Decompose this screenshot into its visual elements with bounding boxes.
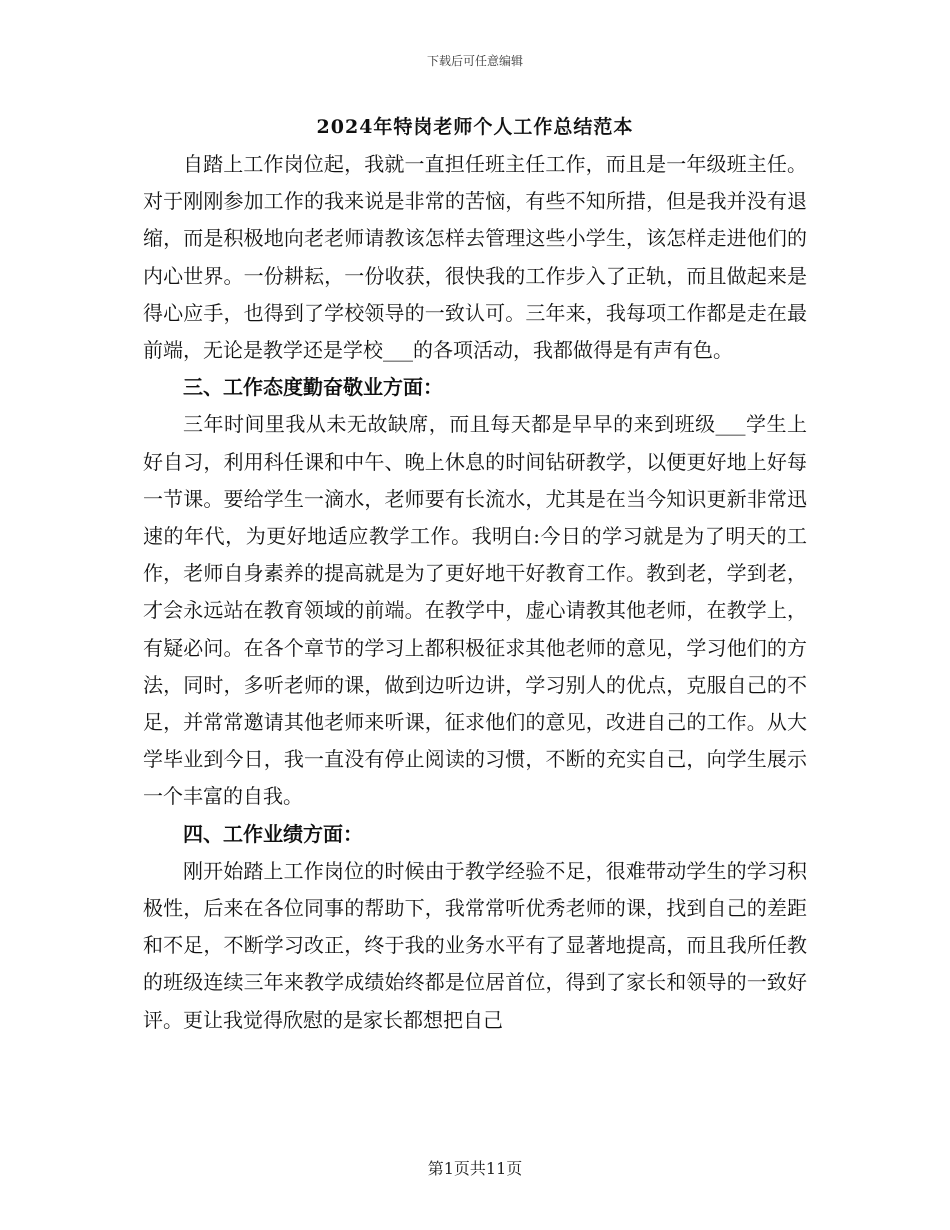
paragraph-work-attitude: 三年时间里我从未无故缺席，而且每天都是早早的来到班级___学生上好自习，利用科任课和中午、晚上休息的时间钻研教学，以便更好地上好每一节课。要给学生一滴水，老师要有长流水，尤其是在当今知识更新非常迅速的年代，为更好地适应教学工作。我明白:今日的学习就是为了明天的工作，老师自身素养的提高就是为了更好地干好教育工作。教到老，学到老，才会永远站在教育领域的前端。在教学中，虚心请教其他老师，在教学上，有疑必问。在各个章节的学习上都积极征求其他老师的意见，学习他们的方法，同时，多听老师的课，做到边听边讲，学习别人的优点，克服自己的不足，并常常邀请其他老师来听课，征求他们的意见，改进自己的工作。从大学毕业到今日，我一直没有停止阅读的习惯，不断的充实自己，向学生展示一个丰富的自我。 (143, 412, 807, 809)
document-title: 2024年特岗老师个人工作总结范本 (316, 116, 634, 138)
section-heading-work-attitude: 三、工作态度勤奋敬业方面： (183, 375, 443, 400)
page-footer: 第1页共11页 (427, 1159, 523, 1178)
section-heading-work-performance: 四、工作业绩方面： (183, 821, 363, 846)
page-header-note: 下载后可任意编辑 (426, 54, 523, 68)
document-body (143, 146, 807, 1039)
paragraph-work-performance: 刚开始踏上工作岗位的时候由于教学经验不足，很难带动学生的学习积极性，后来在各位同事的帮助下，我常常听优秀老师的课，找到自己的差距和不足，不断学习改正，终于我的业务水平有了显著地提高，而且我所任教的班级连续三年来教学成绩始终都是位居首位，得到了家长和领导的一致好评。更让我觉得欣慰的是家长都想把自己 (143, 858, 807, 1032)
paragraph-intro: 自踏上工作岗位起，我就一直担任班主任工作，而且是一年级班主任。对于刚刚参加工作的我来说是非常的苦恼，有些不知所措，但是我并没有退缩，而是积极地向老老师请教该怎样去管理这些小学生，该怎样走进他们的内心世界。一份耕耘，一份收获，很快我的工作步入了正轨，而且做起来是得心应手，也得到了学校领导的一致认可。三年来，我每项工作都是走在最前端，无论是教学还是学校___的各项活动，我都做得是有声有色。 (143, 152, 807, 363)
